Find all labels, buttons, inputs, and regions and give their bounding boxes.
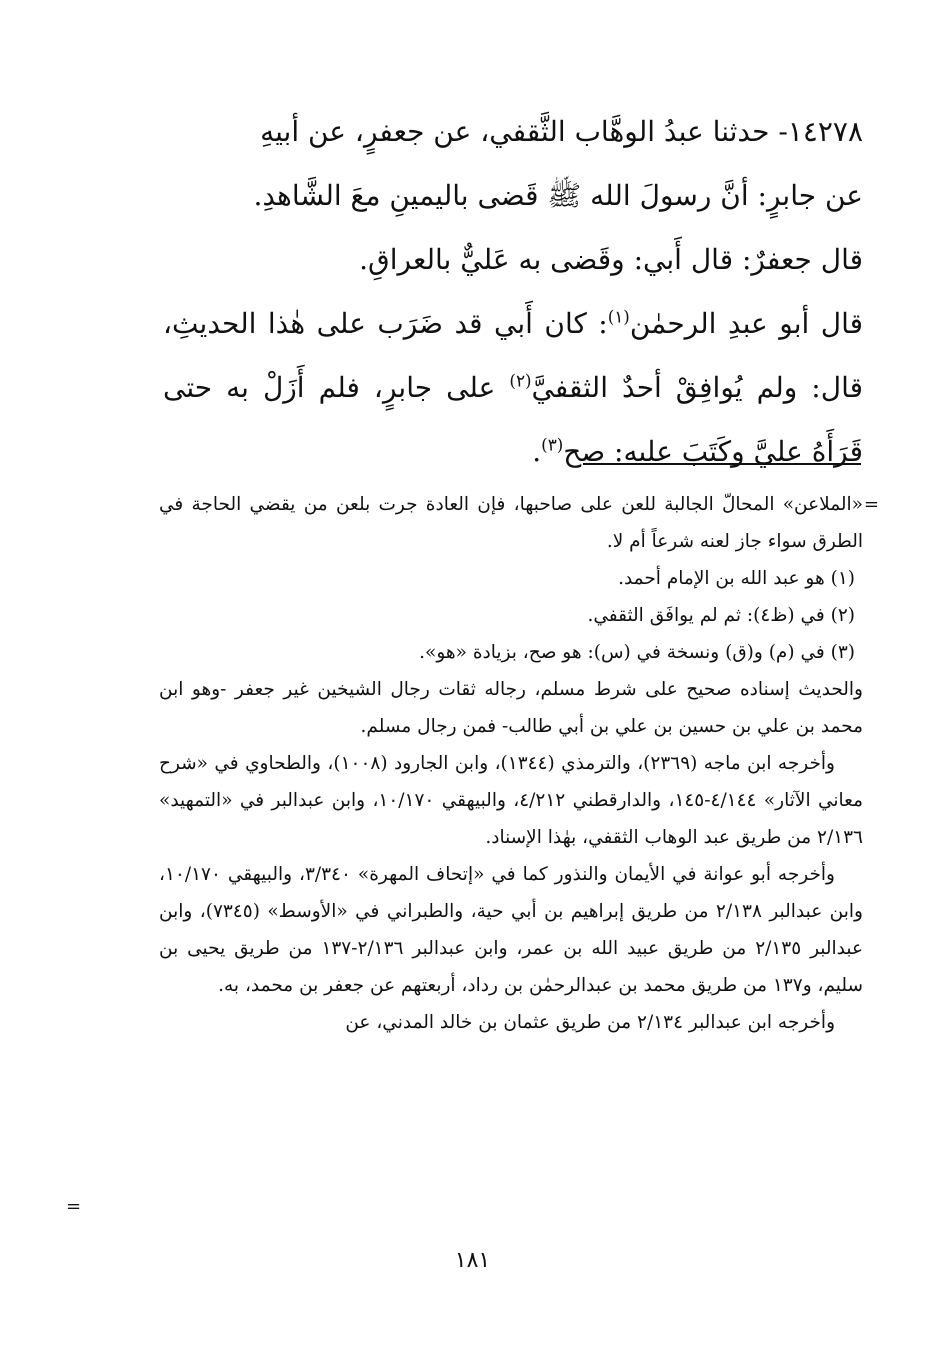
- comment-part-3: على جابرٍ، فلم أَزَلْ به حتى قَرَأَهُ عليَّ وكَتَبَ عليه: صح: [163, 371, 863, 468]
- hadith-line-comment: [163, 292, 863, 484]
- footnotes: [159, 486, 863, 1041]
- hadith-line-chain: ١٤٢٧٨- حدثنا عبدُ الوهَّاب الثَّقفي، عن جعفرٍ، عن أبيهِ: [260, 115, 863, 148]
- hadith-line-jafar: قال جعفرٌ: قال أَبي: وقَضى به عَليٌّ بالعراقِ.: [359, 243, 863, 276]
- continuation-mark: =: [863, 494, 879, 515]
- footnote-2: (٢) في (ظ٤): ثم لم يوافَق الثقفي.: [587, 605, 855, 626]
- takhrij-paragraph-4: وأخرجه ابن عبدالبر ٢/١٣٤ من طريق عثمان بن خالد المدني، عن: [345, 1012, 835, 1033]
- footnote-1: (١) هو عبد الله بن الإمام أحمد.: [618, 568, 855, 589]
- footnote-ref-3: (٣): [541, 434, 564, 455]
- footnote-ref-2: (٢): [509, 370, 532, 391]
- page-number: ١٨١: [454, 1248, 491, 1273]
- takhrij-paragraph-1: والحديث إسناده صحيح على شرط مسلم، رجاله ثقات رجال الشيخين غير جعفر -وهو ابن محمد بن علي بن حسين بن علي بن أبي طالب- فمن رجال مسلم.: [159, 679, 863, 737]
- takhrij-paragraph-3: وأخرجه أبو عوانة في الأيمان والنذور كما في «إتحاف المهرة» ٣/٣٤٠، والبيهقي ١٠/١٧٠، وابن عبدالبر ٢/١٣٨ من طريق إبراهيم بن أبي حية، والطبراني في «الأوسط» (٧٣٤٥)، وابن عبدالبر ٢/١٣٥ من طريق عبيد الله بن عمر، وابن عبدالبر ٢/١٣٦-١٣٧ من طريق يحيى بن سليم، و١٣٧ من طريق محمد بن عبدالرحمٰن بن رداد، أربعتهم عن جعفر بن محمد، به.: [159, 864, 863, 996]
- footnote-divider: [583, 463, 861, 465]
- comment-part-2: : كان أَبي قد ضَرَب على هٰذا الحديثِ، قال: ولم يُوافِقْ أحدٌ الثقفيَّ: [163, 307, 864, 404]
- comment-part-1: قال أبو عبدِ الرحمٰن: [629, 307, 864, 340]
- hadith-line-matn: عن جابرٍ: أنَّ رسولَ الله ﷺ قَضى باليمينِ معَ الشَّاهدِ.: [253, 179, 863, 212]
- continuation-end-mark: =: [66, 1196, 82, 1217]
- footnote-continuation: «الملاعن» المحالّ الجالبة للعن على صاحبها، فإن العادة جرت بلعن من يقضي الحاجة في الطرق سواء جاز لعنه شرعاً أم لا.: [159, 494, 863, 552]
- takhrij-paragraph-2: وأخرجه ابن ماجه (٢٣٦٩)، والترمذي (١٣٤٤)، وابن الجارود (١٠٠٨)، والطحاوي في «شرح معاني الآثار» ٤/١٤٤-١٤٥، والدارقطني ٤/٢١٢، والبيهقي ١٠/١٧٠، وابن عبدالبر في «التمهيد» ٢/١٣٦ من طريق عبد الوهاب الثقفي، بهٰذا الإسناد.: [159, 753, 863, 848]
- hadith-text: [163, 100, 863, 484]
- footnote-ref-1: (١): [607, 306, 630, 327]
- comment-end: .: [532, 435, 542, 468]
- footnote-3: (٣) في (م) و(ق) ونسخة في (س): هو صح، بزيادة «هو».: [419, 642, 855, 663]
